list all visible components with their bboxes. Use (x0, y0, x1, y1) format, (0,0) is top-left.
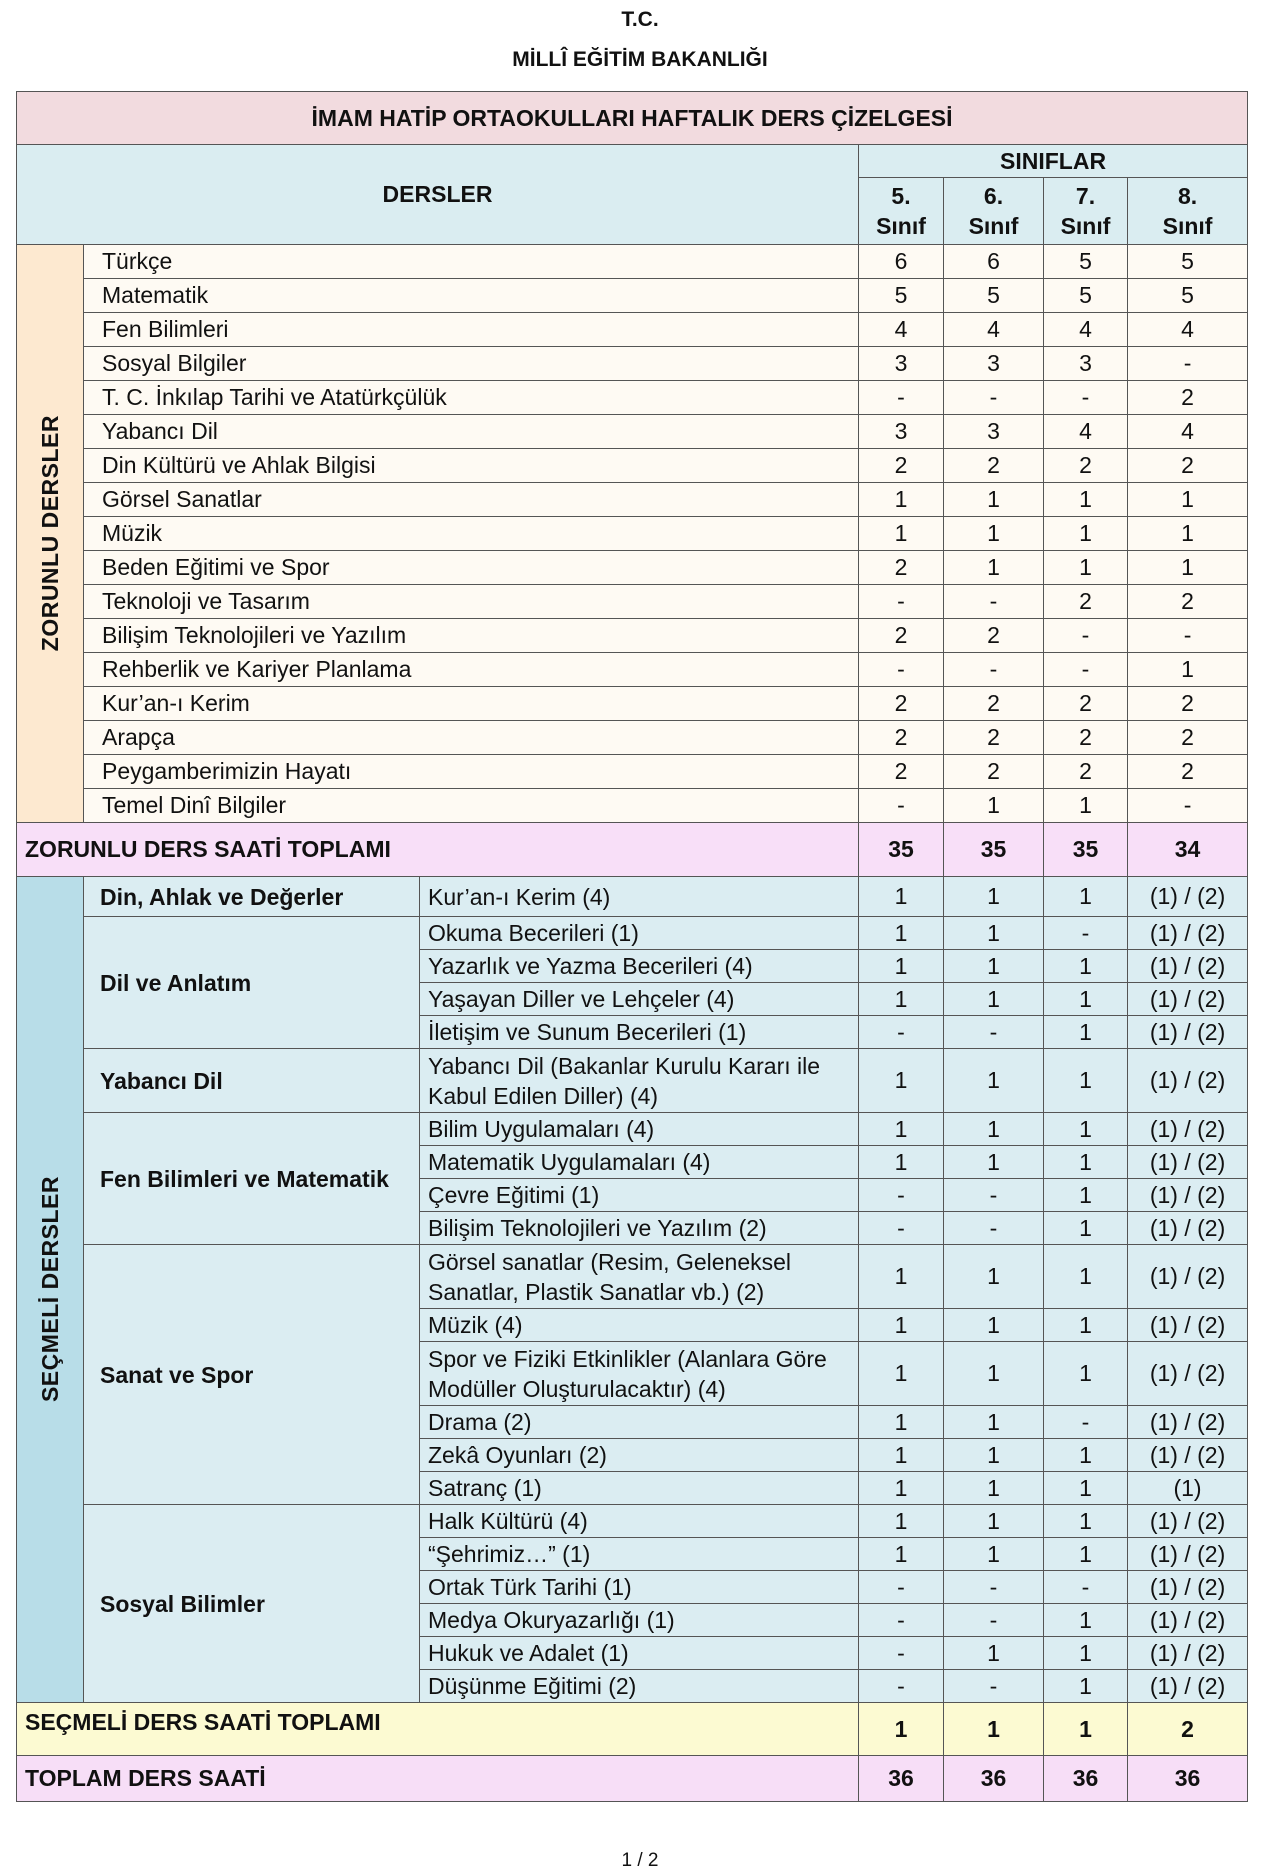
subject-name: Yabancı Dil (84, 415, 859, 449)
grade-8-hours: - (1128, 347, 1248, 381)
grade-8-hours: 1 (1128, 653, 1248, 687)
grade-8-hours: 2 (1128, 687, 1248, 721)
grade-5-hours: 3 (859, 415, 944, 449)
category-name: Sanat ve Spor (84, 1245, 420, 1505)
grade-6-header: 6. Sınıf (944, 178, 1044, 245)
grade-5-hours: 1 (859, 1309, 944, 1342)
elective-name: Bilişim Teknolojileri ve Yazılım (2) (420, 1212, 859, 1245)
grade-6-hours: - (944, 653, 1044, 687)
secmeli-total-label: SEÇMELİ DERS SAATİ TOPLAMI (17, 1703, 859, 1756)
grade-5-hours: - (859, 1604, 944, 1637)
grade-6-hours: 2 (944, 687, 1044, 721)
grade-5-hours: 2 (859, 619, 944, 653)
grade-6-hours: - (944, 1670, 1044, 1703)
table-row (17, 279, 1248, 313)
grade-7-hours: 1 (1044, 1113, 1128, 1146)
table-row (17, 1049, 1248, 1113)
table-row (17, 347, 1248, 381)
grade-6-hours: 1 (944, 877, 1044, 917)
grade-6-hours: - (944, 585, 1044, 619)
grade-6-hours: 1 (944, 1505, 1044, 1538)
grade-5-hours: 1 (859, 877, 944, 917)
elective-name: Çevre Eğitimi (1) (420, 1179, 859, 1212)
grade-7-hours: 2 (1044, 721, 1128, 755)
grade-5-hours: - (859, 381, 944, 415)
subject-name: Peygamberimizin Hayatı (84, 755, 859, 789)
grade-6-hours: - (944, 381, 1044, 415)
subject-name: Fen Bilimleri (84, 313, 859, 347)
grade-7-hours: 1 (1044, 1538, 1128, 1571)
subject-name: Sosyal Bilgiler (84, 347, 859, 381)
subject-name: Görsel Sanatlar (84, 483, 859, 517)
grade-7-hours: 1 (1044, 1505, 1128, 1538)
page-number: 1 / 2 (621, 1850, 659, 1871)
grade-6-hours: 6 (944, 245, 1044, 279)
grand-total-grade-7: 36 (1044, 1756, 1128, 1802)
grade-6-hours: 5 (944, 279, 1044, 313)
subject-name: Kur’an-ı Kerim (84, 687, 859, 721)
category-name: Sosyal Bilimler (84, 1505, 420, 1703)
grade-7-hours: 1 (1044, 517, 1128, 551)
grade-7-hours: 5 (1044, 279, 1128, 313)
table-row (17, 551, 1248, 585)
grade-7-hours: 1 (1044, 1439, 1128, 1472)
grade-5-hours: 1 (859, 917, 944, 950)
grade-7-hours: 1 (1044, 1179, 1128, 1212)
grade-7-hours: 1 (1044, 1016, 1128, 1049)
grade-5-hours: 2 (859, 687, 944, 721)
grade-8-hours: (1) / (2) (1128, 1016, 1248, 1049)
zorunlu-band-label: ZORUNLU DERSLER (36, 415, 63, 652)
grade-8-hours: (1) / (2) (1128, 1049, 1248, 1113)
dersler-header: DERSLER (17, 145, 859, 245)
elective-name: Müzik (4) (420, 1309, 859, 1342)
table-row (17, 687, 1248, 721)
table-row (17, 721, 1248, 755)
category-name: Dil ve Anlatım (84, 917, 420, 1049)
grade-6-hours: 1 (944, 917, 1044, 950)
grade-6-hours: 2 (944, 755, 1044, 789)
grade-5-hours: 1 (859, 1113, 944, 1146)
grade-7-hours: 5 (1044, 245, 1128, 279)
grade-7-hours: 4 (1044, 415, 1128, 449)
grade-6-hours: 1 (944, 1245, 1044, 1309)
grand-total-label: TOPLAM DERS SAATİ (17, 1756, 859, 1802)
subject-name: Bilişim Teknolojileri ve Yazılım (84, 619, 859, 653)
grade-8-hours: (1) / (2) (1128, 1113, 1248, 1146)
grade-6-hours: - (944, 1571, 1044, 1604)
grade-8-hours: (1) / (2) (1128, 1245, 1248, 1309)
grade-5-hours: 2 (859, 721, 944, 755)
grade-7-hours: 2 (1044, 687, 1128, 721)
table-row (17, 1505, 1248, 1538)
grade-7-hours: - (1044, 381, 1128, 415)
grade-8-hours: 2 (1128, 585, 1248, 619)
grade-6-hours: 3 (944, 415, 1044, 449)
grade-7-hours: 2 (1044, 449, 1128, 483)
elective-name: Halk Kültürü (4) (420, 1505, 859, 1538)
grade-8-hours: 5 (1128, 245, 1248, 279)
table-title-row (17, 92, 1248, 145)
grade-7-header: 7. Sınıf (1044, 178, 1128, 245)
elective-name: Medya Okuryazarlığı (1) (420, 1604, 859, 1637)
elective-name: Hukuk ve Adalet (1) (420, 1637, 859, 1670)
grade-6-hours: 1 (944, 789, 1044, 823)
grade-5-hours: 1 (859, 1439, 944, 1472)
grade-6-hours: 1 (944, 1538, 1044, 1571)
elective-name: Yabancı Dil (Bakanlar Kurulu Kararı ile Kabul Edilen Diller) (4) (420, 1049, 859, 1113)
grade-5-hours: 1 (859, 1245, 944, 1309)
grade-8-hours: 5 (1128, 279, 1248, 313)
secmeli-band (17, 877, 84, 1703)
secmeli-total-grade-5: 1 (859, 1703, 944, 1756)
grade-8-hours: (1) / (2) (1128, 1146, 1248, 1179)
grade-6-hours: 1 (944, 1309, 1044, 1342)
grade-5-hours: 3 (859, 347, 944, 381)
elective-name: Yaşayan Diller ve Lehçeler (4) (420, 983, 859, 1016)
table-title: İMAM HATİP ORTAOKULLARI HAFTALIK DERS ÇİZELGESİ (17, 92, 1248, 145)
siniflar-header: SINIFLAR (859, 145, 1248, 178)
grade-8-hours: (1) / (2) (1128, 1212, 1248, 1245)
elective-name: Ortak Türk Tarihi (1) (420, 1571, 859, 1604)
grade-8-hours: (1) / (2) (1128, 877, 1248, 917)
grade-7-hours: 1 (1044, 877, 1128, 917)
header-row-1 (17, 145, 1248, 178)
elective-name: Bilim Uygulamaları (4) (420, 1113, 859, 1146)
grade-6-hours: 2 (944, 619, 1044, 653)
grade-7-hours: 4 (1044, 313, 1128, 347)
grade-8-hours: 1 (1128, 551, 1248, 585)
grade-5-hours: 1 (859, 517, 944, 551)
elective-name: Spor ve Fiziki Etkinlikler (Alanlara Göre Modüller Oluşturulacaktır) (4) (420, 1342, 859, 1406)
grade-8-hours: 2 (1128, 381, 1248, 415)
grade-6-hours: 1 (944, 1472, 1044, 1505)
grade-5-hours: 2 (859, 755, 944, 789)
elective-name: Görsel sanatlar (Resim, Geleneksel Sanatlar, Plastik Sanatlar vb.) (2) (420, 1245, 859, 1309)
subject-name: Türkçe (84, 245, 859, 279)
grade-6-hours: 1 (944, 1406, 1044, 1439)
grade-7-hours: 1 (1044, 551, 1128, 585)
grade-8-hours: (1) / (2) (1128, 1179, 1248, 1212)
grade-7-hours: 1 (1044, 983, 1128, 1016)
grade-6-hours: 1 (944, 1146, 1044, 1179)
grade-8-hours: (1) / (2) (1128, 1439, 1248, 1472)
grade-8-hours: (1) / (2) (1128, 917, 1248, 950)
subject-name: Rehberlik ve Kariyer Planlama (84, 653, 859, 687)
grade-8-hours: 2 (1128, 721, 1248, 755)
grade-7-hours: - (1044, 653, 1128, 687)
grade-7-hours: 1 (1044, 1670, 1128, 1703)
secmeli-band-label: SEÇMELİ DERSLER (36, 1176, 63, 1403)
grade-6-hours: 3 (944, 347, 1044, 381)
grade-8-hours: 2 (1128, 449, 1248, 483)
secmeli-total-grade-6: 1 (944, 1703, 1044, 1756)
schedule-table (16, 91, 1248, 1802)
grade-7-hours: 1 (1044, 1472, 1128, 1505)
grade-5-hours: - (859, 1179, 944, 1212)
grade-5-hours: 1 (859, 1146, 944, 1179)
grade-5-hours: - (859, 1016, 944, 1049)
grade-6-hours: 1 (944, 983, 1044, 1016)
subject-name: Temel Dinî Bilgiler (84, 789, 859, 823)
header-ministry: MİLLÎ EĞİTİM BAKANLIĞI (512, 48, 768, 71)
grade-7-hours: 1 (1044, 1146, 1128, 1179)
elective-name: Kur’an-ı Kerim (4) (420, 877, 859, 917)
grade-5-hours: 1 (859, 950, 944, 983)
elective-name: Düşünme Eğitimi (2) (420, 1670, 859, 1703)
grade-8-hours: (1) / (2) (1128, 1505, 1248, 1538)
grade-8-hours: 1 (1128, 483, 1248, 517)
grade-5-hours: - (859, 585, 944, 619)
grade-5-hours: 1 (859, 1472, 944, 1505)
grade-7-hours: 2 (1044, 755, 1128, 789)
grade-6-hours: - (944, 1604, 1044, 1637)
grade-5-hours: 1 (859, 983, 944, 1016)
grade-7-hours: 1 (1044, 483, 1128, 517)
grade-7-hours: 1 (1044, 1604, 1128, 1637)
grade-5-hours: 1 (859, 1406, 944, 1439)
grade-7-hours: - (1044, 1406, 1128, 1439)
zorunlu-total-label: ZORUNLU DERS SAATİ TOPLAMI (17, 823, 859, 877)
grade-5-hours: - (859, 789, 944, 823)
grade-6-hours: 1 (944, 950, 1044, 983)
grade-5-hours: 1 (859, 1538, 944, 1571)
grade-5-hours: 4 (859, 313, 944, 347)
grade-6-hours: 1 (944, 483, 1044, 517)
grade-8-hours: (1) / (2) (1128, 1538, 1248, 1571)
grade-8-hours: 1 (1128, 517, 1248, 551)
grade-6-hours: 4 (944, 313, 1044, 347)
grand-total-grade-8: 36 (1128, 1756, 1248, 1802)
grade-8-hours: (1) (1128, 1472, 1248, 1505)
table-row (17, 245, 1248, 279)
elective-name: Okuma Becerileri (1) (420, 917, 859, 950)
secmeli-total-row (17, 1703, 1248, 1756)
grade-6-hours: 1 (944, 551, 1044, 585)
table-row (17, 619, 1248, 653)
grade-8-hours: - (1128, 789, 1248, 823)
grade-6-hours: 1 (944, 517, 1044, 551)
grade-5-hours: 1 (859, 1505, 944, 1538)
grade-8-hours: - (1128, 619, 1248, 653)
grade-7-hours: 1 (1044, 950, 1128, 983)
table-row (17, 755, 1248, 789)
grade-5-hours: 2 (859, 551, 944, 585)
table-row (17, 415, 1248, 449)
elective-name: Zekâ Oyunları (2) (420, 1439, 859, 1472)
grade-8-hours: (1) / (2) (1128, 1342, 1248, 1406)
grade-8-hours: (1) / (2) (1128, 1670, 1248, 1703)
grand-total-grade-5: 36 (859, 1756, 944, 1802)
grade-8-hours: (1) / (2) (1128, 1571, 1248, 1604)
table-row (17, 381, 1248, 415)
grade-8-hours: (1) / (2) (1128, 983, 1248, 1016)
grade-7-hours: 1 (1044, 1309, 1128, 1342)
table-row (17, 313, 1248, 347)
category-name: Fen Bilimleri ve Matematik (84, 1113, 420, 1245)
grade-7-hours: - (1044, 619, 1128, 653)
grade-5-hours: 5 (859, 279, 944, 313)
secmeli-total-grade-8: 2 (1128, 1703, 1248, 1756)
table-row (17, 877, 1248, 917)
grade-6-hours: 2 (944, 721, 1044, 755)
grade-6-hours: 1 (944, 1342, 1044, 1406)
grade-7-hours: - (1044, 1571, 1128, 1604)
subject-name: T. C. İnkılap Tarihi ve Atatürkçülük (84, 381, 859, 415)
grade-5-hours: - (859, 1670, 944, 1703)
grade-7-hours: 1 (1044, 1342, 1128, 1406)
grade-5-hours: 1 (859, 1342, 944, 1406)
elective-name: İletişim ve Sunum Becerileri (1) (420, 1016, 859, 1049)
grade-7-hours: 1 (1044, 789, 1128, 823)
subject-name: Arapça (84, 721, 859, 755)
zorunlu-band (17, 245, 84, 823)
grade-8-hours: (1) / (2) (1128, 950, 1248, 983)
grade-5-hours: 1 (859, 1049, 944, 1113)
table-row (17, 1113, 1248, 1146)
grade-7-hours: - (1044, 917, 1128, 950)
category-name: Din, Ahlak ve Değerler (84, 877, 420, 917)
zorunlu-total-grade-8: 34 (1128, 823, 1248, 877)
zorunlu-total-grade-7: 35 (1044, 823, 1128, 877)
grade-8-hours: (1) / (2) (1128, 1637, 1248, 1670)
elective-name: Drama (2) (420, 1406, 859, 1439)
table-row (17, 917, 1248, 950)
grade-6-hours: - (944, 1212, 1044, 1245)
grade-5-hours: - (859, 1571, 944, 1604)
table-row (17, 483, 1248, 517)
table-row (17, 653, 1248, 687)
grade-7-hours: 1 (1044, 1637, 1128, 1670)
grade-5-hours: - (859, 1637, 944, 1670)
grade-8-hours: 4 (1128, 313, 1248, 347)
elective-name: Matematik Uygulamaları (4) (420, 1146, 859, 1179)
table-row (17, 1245, 1248, 1309)
subject-name: Matematik (84, 279, 859, 313)
grade-6-hours: - (944, 1179, 1044, 1212)
grand-total-row (17, 1756, 1248, 1802)
subject-name: Beden Eğitimi ve Spor (84, 551, 859, 585)
subject-name: Teknoloji ve Tasarım (84, 585, 859, 619)
grade-5-header: 5. Sınıf (859, 178, 944, 245)
subject-name: Din Kültürü ve Ahlak Bilgisi (84, 449, 859, 483)
grade-5-hours: 1 (859, 483, 944, 517)
grade-6-hours: 1 (944, 1439, 1044, 1472)
table-row (17, 585, 1248, 619)
zorunlu-total-grade-6: 35 (944, 823, 1044, 877)
grade-6-hours: 1 (944, 1637, 1044, 1670)
grade-8-hours: (1) / (2) (1128, 1309, 1248, 1342)
grade-8-hours: 4 (1128, 415, 1248, 449)
table-row (17, 789, 1248, 823)
table-row (17, 449, 1248, 483)
grand-total-grade-6: 36 (944, 1756, 1044, 1802)
secmeli-total-grade-7: 1 (1044, 1703, 1128, 1756)
category-name: Yabancı Dil (84, 1049, 420, 1113)
zorunlu-total-grade-5: 35 (859, 823, 944, 877)
grade-5-hours: - (859, 653, 944, 687)
subject-name: Müzik (84, 517, 859, 551)
grade-7-hours: 1 (1044, 1245, 1128, 1309)
table-row (17, 517, 1248, 551)
grade-5-hours: - (859, 1212, 944, 1245)
grade-6-hours: - (944, 1016, 1044, 1049)
elective-name: Satranç (1) (420, 1472, 859, 1505)
grade-5-hours: 2 (859, 449, 944, 483)
grade-8-hours: (1) / (2) (1128, 1604, 1248, 1637)
header-tc: T.C. (621, 8, 659, 31)
zorunlu-total-row (17, 823, 1248, 877)
grade-7-hours: 1 (1044, 1049, 1128, 1113)
elective-name: “Şehrimiz…” (1) (420, 1538, 859, 1571)
grade-6-hours: 1 (944, 1049, 1044, 1113)
grade-6-hours: 2 (944, 449, 1044, 483)
grade-6-hours: 1 (944, 1113, 1044, 1146)
grade-8-header: 8. Sınıf (1128, 178, 1248, 245)
grade-7-hours: 3 (1044, 347, 1128, 381)
elective-name: Yazarlık ve Yazma Becerileri (4) (420, 950, 859, 983)
grade-5-hours: 6 (859, 245, 944, 279)
grade-8-hours: 2 (1128, 755, 1248, 789)
grade-7-hours: 1 (1044, 1212, 1128, 1245)
grade-7-hours: 2 (1044, 585, 1128, 619)
grade-8-hours: (1) / (2) (1128, 1406, 1248, 1439)
